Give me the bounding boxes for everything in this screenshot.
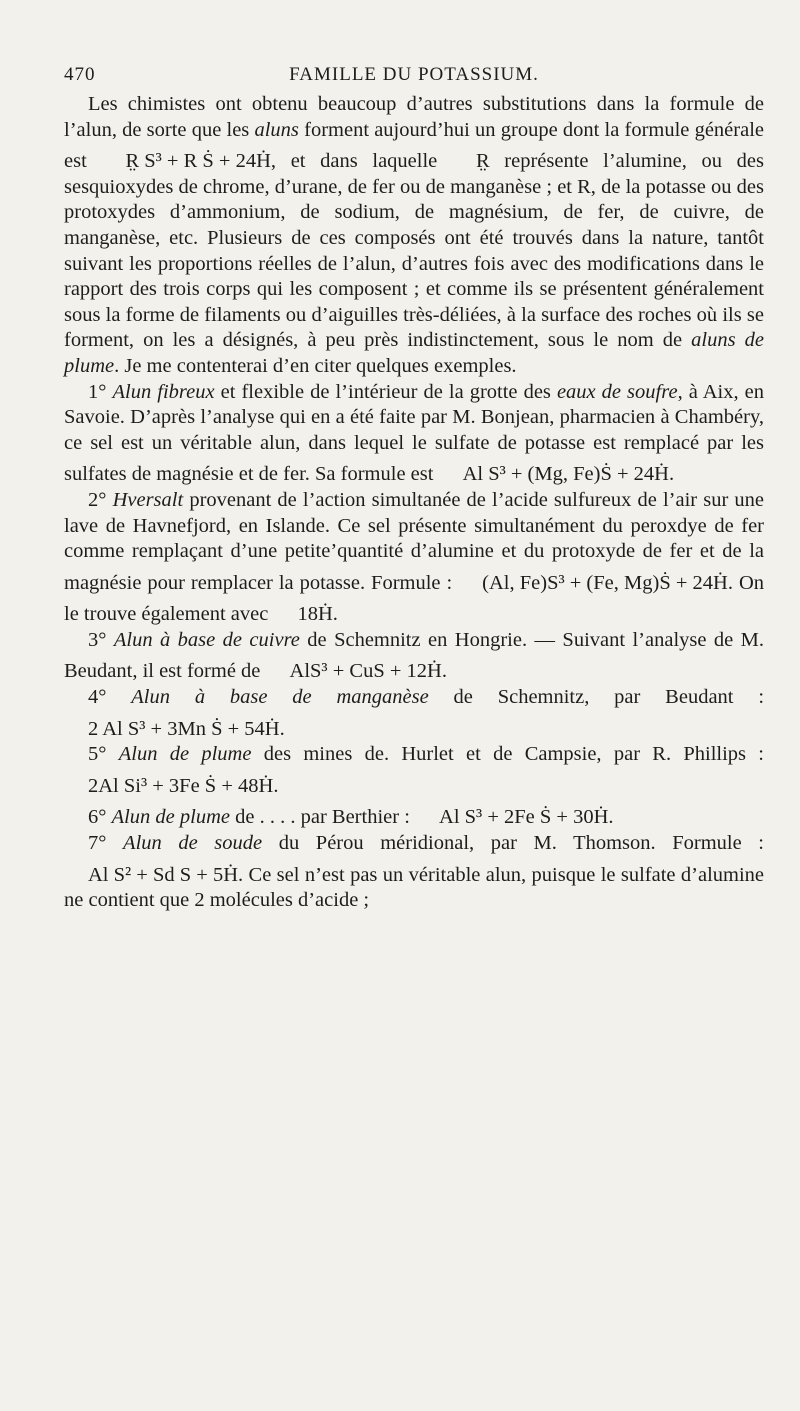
running-title: FAMILLE DU POTASSIUM. bbox=[289, 64, 539, 85]
chemical-formula: 2Al Si³ + 3Fe Ṡ + 48Ḣ bbox=[88, 774, 274, 797]
text-run: . bbox=[279, 717, 285, 740]
chemical-formula: R̤ bbox=[475, 150, 490, 173]
text-run: 5° bbox=[88, 743, 119, 766]
text-run: 7° bbox=[88, 832, 124, 855]
text-run: et flexible de l’intérieur de la grotte des bbox=[214, 380, 557, 403]
italic-term: Alun à base de cuivre bbox=[113, 628, 300, 651]
paragraph bbox=[64, 488, 764, 628]
text-run: . bbox=[668, 463, 675, 486]
running-head bbox=[64, 58, 764, 92]
chemical-formula: Al S² + Sd S + 5Ḣ bbox=[88, 863, 239, 886]
text-run: 2° bbox=[88, 488, 113, 511]
text-run: de . . . . par Berthier : bbox=[230, 806, 416, 829]
paragraph bbox=[64, 742, 764, 799]
italic-term: Alun à base de manganèse bbox=[131, 686, 429, 709]
paragraph bbox=[64, 799, 764, 831]
italic-term: Hversalt bbox=[112, 488, 184, 511]
text-run: , à Aix, en Savoie. D’après l’analyse qui en a été faite par M. Bonjean, pharmacien à Chambéry, ce sel est un véritable alun, dans lequel le sulfate de potasse est remplacé par les sulfates de magnésie et de fer. Sa formule est bbox=[64, 380, 764, 486]
italic-term: aluns bbox=[254, 118, 299, 141]
italic-term: Alun de soude bbox=[123, 832, 263, 855]
text-run: Les chimistes ont obtenu beaucoup d’autres substitutions dans la formule de l’alun, de sorte que les bbox=[64, 93, 764, 141]
italic-term: eaux de soufre bbox=[556, 380, 678, 403]
text-run: . bbox=[273, 774, 279, 797]
chemical-formula: Al S³ + 2Fe Ṡ + 30Ḣ bbox=[439, 806, 609, 829]
italic-term: Alun fibreux bbox=[112, 380, 215, 403]
italic-term: Alun de plume bbox=[111, 806, 230, 829]
text-run: . Je me contenterai d’en citer quelques exemples. bbox=[114, 354, 517, 377]
italic-term: aluns de plume bbox=[64, 329, 764, 377]
chemical-formula: 18Ḣ bbox=[297, 603, 333, 626]
text-run: de Schemnitz en Hongrie. — Suivant l’analyse de M. Beudant, il est formé de bbox=[64, 628, 764, 683]
text-run: 6° bbox=[88, 806, 112, 829]
text-run: , et dans laquelle bbox=[270, 150, 452, 173]
paragraph bbox=[64, 685, 764, 742]
text-run: 4° bbox=[88, 686, 132, 709]
text-run: 1° bbox=[88, 380, 113, 403]
chemical-formula: Al S³ + (Mg, Fe)Ṡ + 24Ḣ bbox=[462, 463, 669, 486]
chemical-formula: AlS³ + CuS + 12Ḣ bbox=[289, 660, 442, 683]
paragraph bbox=[64, 831, 764, 914]
text-run: provenant de l’action simultanée de l’acide sulfureux de l’air sur une lave de Havnefjord, en Islande. Ce sel présente simultanément du peroxdye de fer comme remplaçant d’une petite’quantité d’alumine et du protoxyde de fer et de la magnésie pour remplacer la potasse. Formule : bbox=[64, 488, 764, 594]
chemical-formula: R̤ S³ + R Ṡ + 24Ḣ bbox=[125, 150, 271, 173]
chemical-formula: 2 Al S³ + 3Mn Ṡ + 54Ḣ bbox=[88, 717, 280, 740]
text-run: . bbox=[608, 806, 614, 829]
paragraph bbox=[64, 380, 764, 488]
text-run: 3° bbox=[88, 628, 114, 651]
paragraph bbox=[64, 628, 764, 685]
text-run: du Pérou méridional, par M. Thomson. Formule : bbox=[262, 832, 764, 855]
paragraph bbox=[64, 92, 764, 380]
body-text bbox=[64, 92, 764, 914]
text-run: . Ce sel n’est pas un véritable alun, puisque le sulfate d’alumine ne contient que 2 molécules d’acide ; bbox=[64, 863, 764, 912]
text-run: forment aujourd’hui un groupe dont la formule générale est bbox=[64, 118, 764, 173]
chemical-formula: (Al, Fe)S³ + (Fe, Mg)Ṡ + 24Ḣ bbox=[482, 571, 728, 594]
text-run: . On le trouve également avec bbox=[64, 571, 764, 626]
page-number: 470 bbox=[64, 64, 96, 85]
text-run: représente l’alumine, ou des sesquioxydes de chrome, d’urane, de fer ou de manganèse ; et R, de la potasse ou des protoxydes d’ammonium, de sodium, de magnésium, de fer, de cuivre, de manganèse, etc. Plusieurs de ces composés ont été trouvés dans la nature, tantôt suivant les proportions réelles de l’alun, d’autres fois avec des modifications dans le rapport des trois corps qui les composent ; et comme ils se présentent généralement sous la forme de filaments ou d’aiguilles très-déliées, à la surface des roches où ils se forment, on les a désignés, à peu près indistinctement, sous le nom de bbox=[64, 150, 764, 352]
text-run: . bbox=[332, 603, 338, 626]
text-run: des mines de. Hurlet et de Campsie, par R. Phillips : bbox=[251, 743, 765, 766]
italic-term: Alun de plume bbox=[118, 743, 252, 766]
text-run: . bbox=[441, 660, 447, 683]
text-run: de Schemnitz, par Beudant : bbox=[428, 686, 765, 709]
